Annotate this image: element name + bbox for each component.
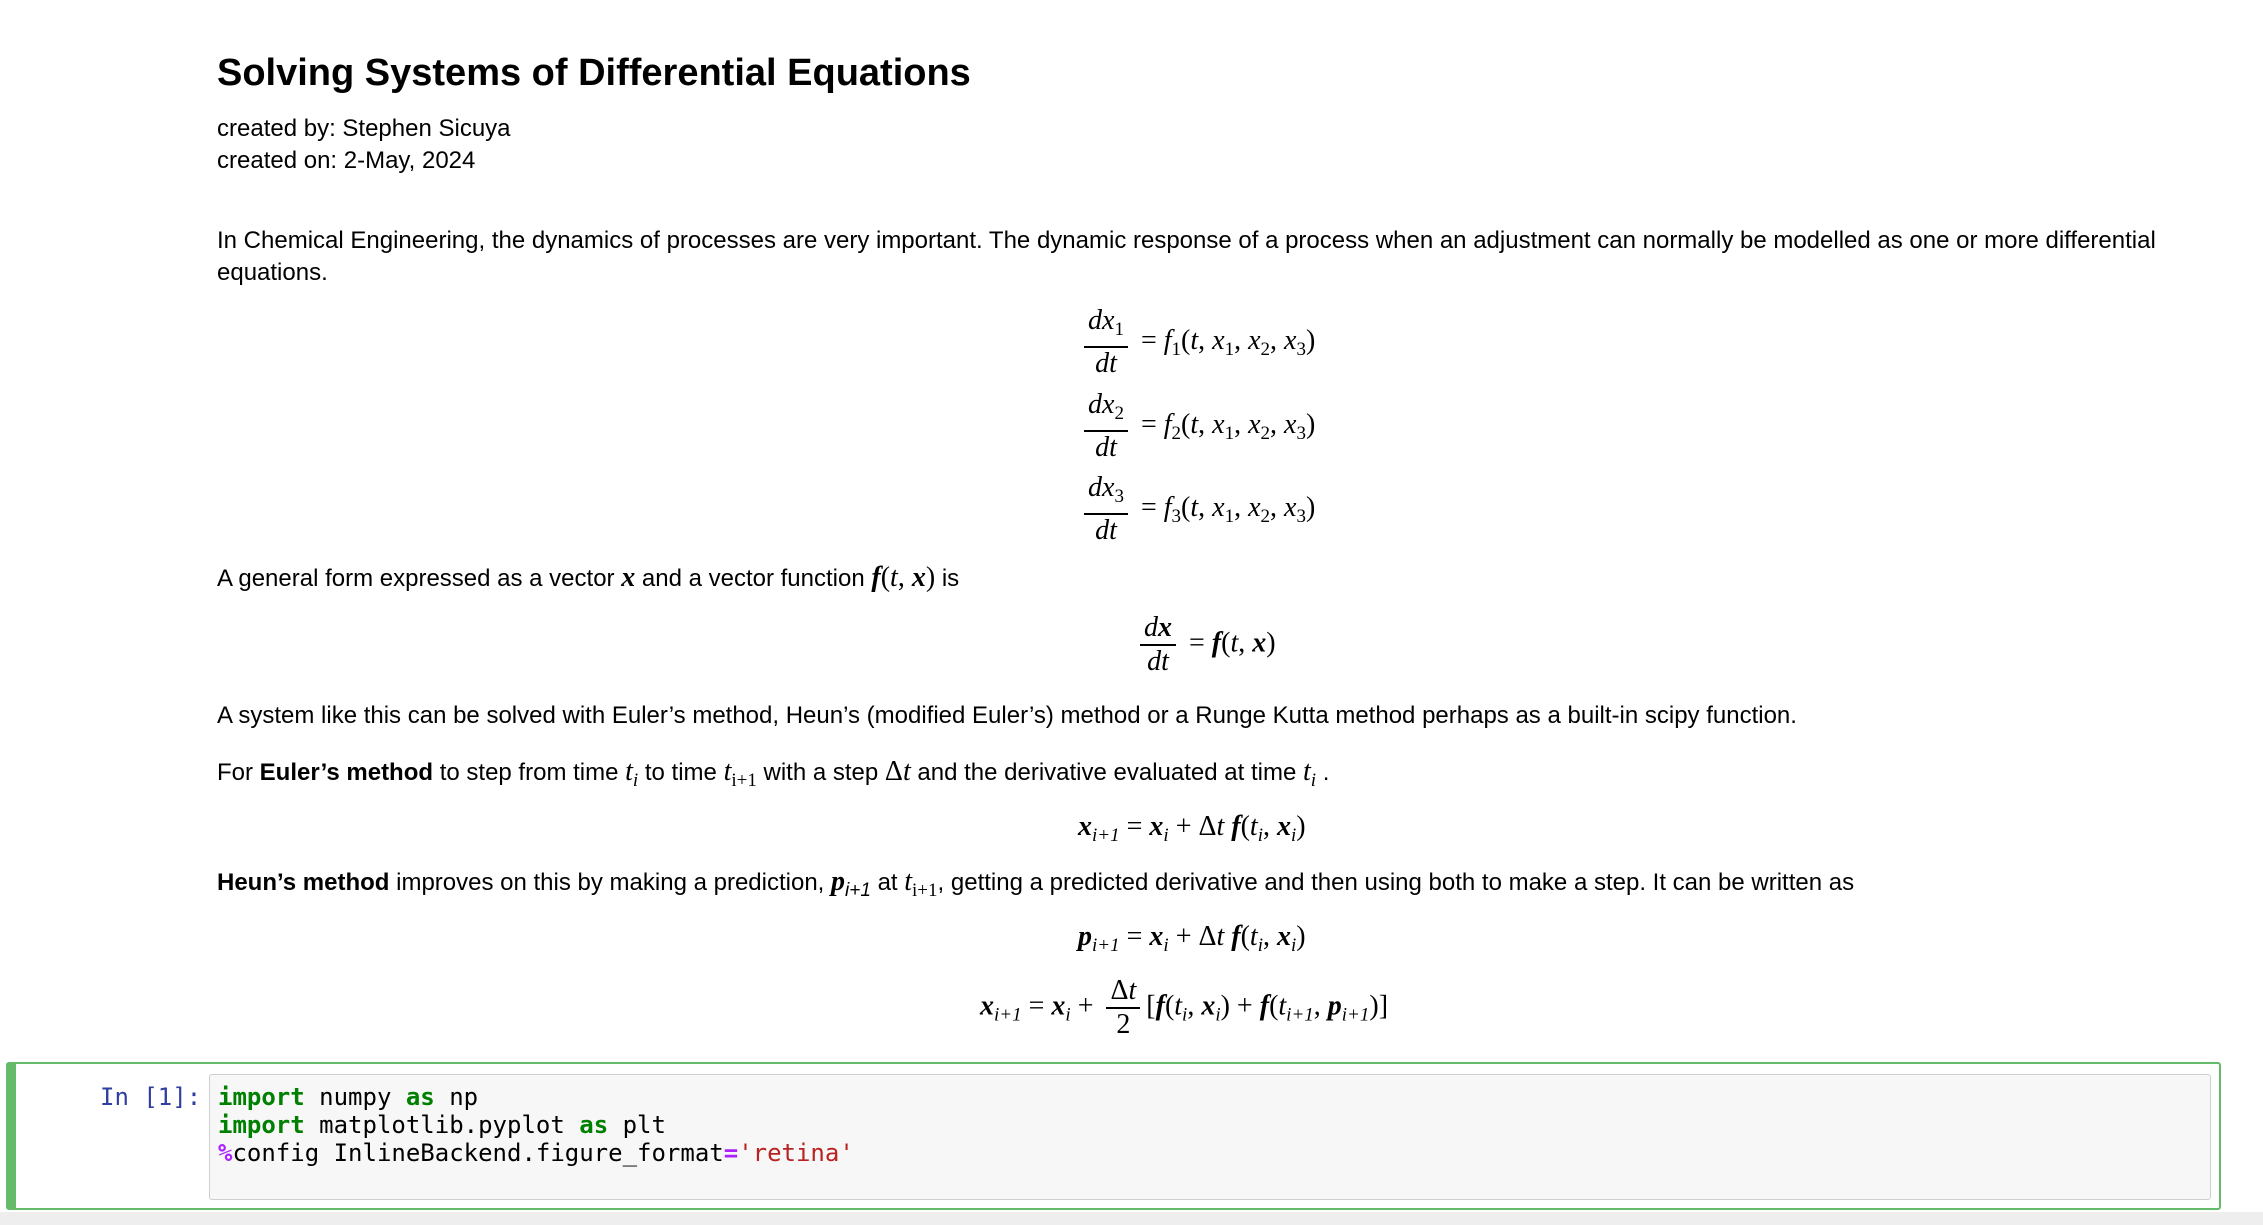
code-text: plt	[608, 1111, 666, 1139]
created-by: created by: Stephen Sicuya	[217, 115, 511, 142]
intro-paragraph: In Chemical Engineering, the dynamics of processes are very important. The dynamic response of a process when an adjustment can normally be modelled as one or more differential equations.	[217, 227, 2156, 286]
code-operator: =	[723, 1139, 739, 1167]
created-on: created on: 2-May, 2024	[217, 147, 476, 174]
equation-euler: $x_{i+1} = x_i + \Delta t$ $f(t_i$, $x_i$)	[1078, 811, 1306, 846]
code-keyword: import	[218, 1111, 305, 1139]
code-editor[interactable]	[209, 1074, 2211, 1200]
code-keyword: as	[405, 1083, 435, 1111]
code-text: np	[434, 1083, 479, 1111]
code-text: numpy	[304, 1083, 406, 1111]
heun-description: Heun’s method improves on this by making a prediction, $p_{i+1}$ at $t_{i+1}$, getting a predicted derivative and then using both to make a step. It can be written as	[217, 866, 1855, 901]
euler-description: For Euler’s method to step from time $t_i$ to time $t_{i+1}$ with a step Δt and the derivative evaluated at time $t_i$ .	[217, 756, 1330, 791]
code-string: 'retina'	[738, 1139, 854, 1167]
equation-ode-2: $\frac{dx_2}{dt}$ = $f_2(t$, $x_1$, $x_2$, $x_3$)	[1078, 389, 1315, 464]
code-keyword: as	[579, 1111, 609, 1139]
code-magic: %	[218, 1139, 233, 1167]
code-text: config InlineBackend.figure_format	[232, 1139, 724, 1167]
equation-ode-3: $\frac{dx_3}{dt}$ = $f_3(t$, $x_1$, $x_2$, $x_3$)	[1078, 472, 1315, 547]
equation-vector-form: $\frac{dx}{dt}$ = f(t, x)	[1134, 612, 1276, 678]
equation-heun-predict: $p_{i+1} = x_i + \Delta t$ $f(t_i$, $x_i$)	[1078, 921, 1306, 956]
bottom-scroll-area	[0, 1212, 2263, 1225]
general-form-text: A general form expressed as a vector x and a vector function f(t, x) is	[217, 562, 960, 593]
code-text: matplotlib.pyplot	[304, 1111, 580, 1139]
equation-heun-correct: $x_{i+1} = x_i$ + $\frac{\Delta t}{2}$ [$f(t_i$, $x_i) + f(t_{i+1}$, $p_{i+1}$)]	[980, 975, 1389, 1040]
cell-prompt: In [1]:	[100, 1083, 202, 1111]
notebook-title: Solving Systems of Differential Equations	[217, 52, 971, 94]
solver-methods-text: A system like this can be solved with Euler’s method, Heun’s (modified Euler’s) method or a Runge Kutta method perhaps as a built-in scipy function.	[217, 702, 1797, 729]
equation-ode-1: $\frac{dx_1}{dt}$ = $f_1(t$, $x_1$, $x_2$, $x_3$)	[1078, 305, 1315, 380]
code-keyword: import	[218, 1083, 305, 1111]
